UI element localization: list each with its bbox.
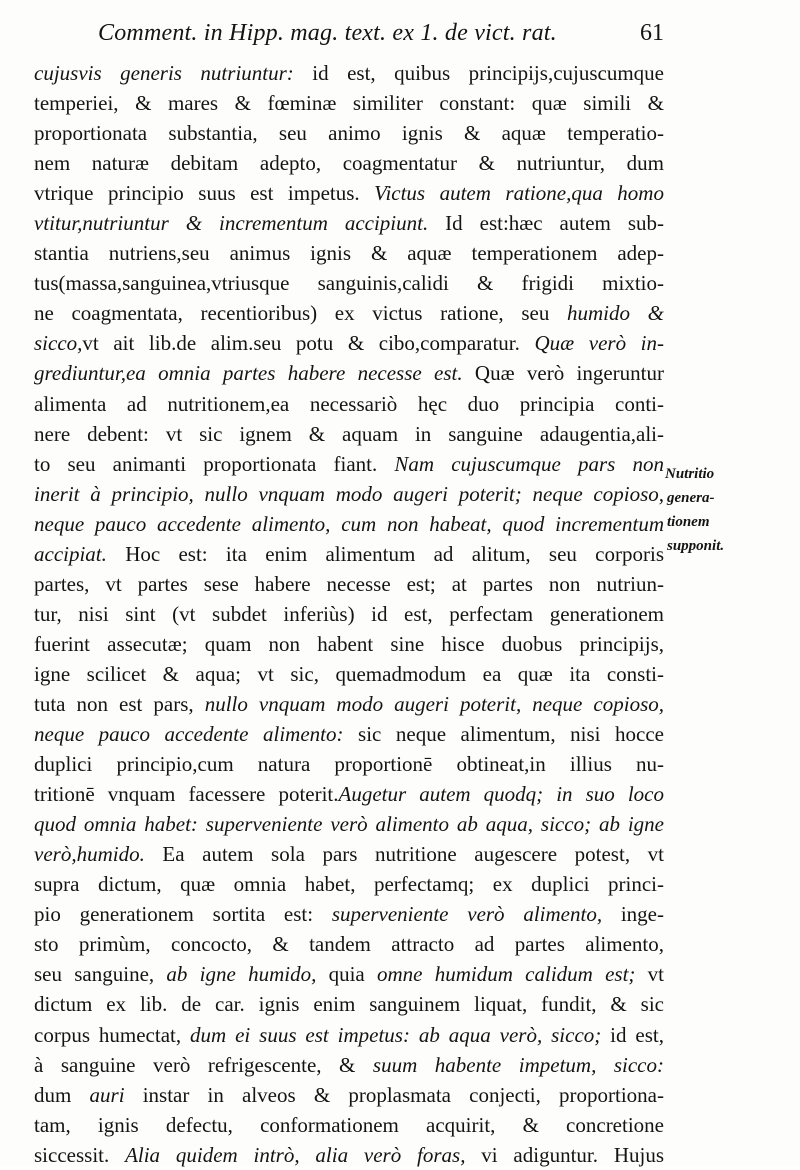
text-segment: inge- [602,902,664,927]
text-line [34,208,664,238]
text-line [34,178,664,208]
italic-segment: superveniente verò alimento, [331,902,603,927]
text-line [34,58,664,88]
italic-segment: omne humidum calidum est; [377,962,636,987]
text-line [34,1080,664,1110]
text-segment: quia [316,962,377,987]
text-line [34,238,664,268]
text-segment: alimenta ad nutritionem,ea necessariò hęc duo principia conti- [34,391,664,416]
page-number: 61 [640,20,664,46]
text-segment: duplici principio,cum natura proportionē obtineat,in illius nu- [34,752,664,777]
text-line [34,659,664,689]
text-line [34,1110,664,1140]
text-segment: corpus humectat, [34,1022,191,1047]
text-line [34,989,664,1019]
italic-segment: Quæ verò in- [534,331,664,356]
italic-segment: inerit à principio, nullo vnquam modo augeri poterit; neque copioso, [34,481,664,506]
text-line [34,629,664,659]
text-line [34,358,664,388]
italic-segment: Alia quidem intrò, alia verò foras, [125,1142,466,1167]
text-segment: temperiei, & mares & fœminæ similiter constant: quæ simili & [34,91,664,116]
text-line [34,268,664,298]
text-segment: dum [34,1082,90,1107]
text-line [34,599,664,629]
text-segment: Id est:hæc autem sub- [428,211,664,236]
text-segment: sto primùm, concocto, & tandem attracto ad partes alimento, [34,932,664,957]
text-line [34,298,664,328]
italic-segment: accipiat. [34,541,107,566]
text-line [34,539,664,569]
running-title: Comment. in Hipp. mag. text. ex 1. de vict. rat. [98,20,557,46]
text-segment: id est, [601,1022,664,1047]
text-segment: Quæ verò ingeruntur [462,361,664,386]
text-segment: tam, ignis defectu, conformationem acquirit, & concretione [34,1112,664,1137]
text-line [34,389,664,419]
text-line [34,809,664,839]
text-segment: supra dictum, quæ omnia habet, perfectamq; ex duplici princi- [34,872,664,897]
text-segment: nem naturæ debitam adepto, coagmentatur & nutriuntur, dum [34,151,664,176]
text-segment: vt ait lib.de alim.seu potu & cibo,comparatur. [82,331,535,356]
text-segment: sic neque alimentum, nisi hocce [343,722,664,747]
italic-segment: suum habente impetum, sicco: [372,1052,664,1077]
text-segment: stantia nutriens,seu animus ignis & aquæ temperationem adep- [34,241,664,266]
text-line [34,118,664,148]
text-line [34,88,664,118]
text-line [34,148,664,178]
text-segment: nere debent: vt sic ignem & aquam in sanguine adaugentia,ali- [34,421,664,446]
margin-note-line: genera- [667,490,715,506]
text-line [34,328,664,358]
text-segment: partes, vt partes sese habere necesse est; at partes non nutriun- [34,571,664,596]
italic-segment: humido & [567,301,664,326]
text-line [34,509,664,539]
text-segment: to seu animanti proportionata fiant. [34,451,395,476]
text-line [34,779,664,809]
margin-note-line: tionem [667,514,710,530]
text-segment: Ea autem sola pars nutritione augescere potest, vt [144,842,664,867]
page-header [98,18,664,58]
margin-note-line: Nutritio [665,466,715,482]
text-line [34,1050,664,1080]
italic-segment: vtitur,nutriuntur & incrementum accipiunt. [34,211,429,236]
italic-segment: verò,humido. [34,842,145,867]
text-line [34,899,664,929]
text-line [34,1020,664,1050]
italic-segment: dum ei suus est impetus: ab aqua verò, sicco; [190,1022,602,1047]
text-segment: proportionata substantia, seu animo ignis & aquæ temperatio- [34,121,664,146]
text-segment: igne scilicet & aqua; vt sic, quemadmodum ea quæ ita consti- [34,661,664,686]
text-segment: tus(massa,sanguinea,vtriusque sanguinis,calidi & frigidi mixtio- [34,271,664,296]
italic-segment: Nam cujuscumque pars non [394,451,664,476]
italic-segment: neque pauco accedente alimento, cum non habeat, quod incrementum [34,511,664,536]
text-line [34,869,664,899]
italic-segment: neque pauco accedente alimento: [34,722,344,747]
text-line [34,569,664,599]
text-segment: pio generationem sortita est: [34,902,332,927]
text-segment: seu sanguine, [34,962,167,987]
text-segment: fuerint assecutæ; quam non habent sine hisce duobus principijs, [34,631,664,656]
text-line [34,929,664,959]
text-line [34,419,664,449]
text-line [34,959,664,989]
italic-segment: grediuntur,ea omnia partes habere necesse est. [34,361,463,386]
italic-segment: nullo vnquam modo augeri poterit, neque copioso, [204,691,664,716]
text-segment: à sanguine verò refrigescente, & [34,1052,373,1077]
margin-note-line: supponit. [667,538,725,554]
italic-segment: quod omnia habet: superveniente verò alimento ab aqua, sicco; ab igne [34,812,664,837]
text-line [34,479,664,509]
text-line [34,1140,664,1170]
text-line [34,749,664,779]
text-segment: instar in alveos & proplasmata conjecti, proportiona- [124,1082,664,1107]
italic-segment: Victus autem ratione,qua homo [374,181,664,206]
text-segment: id est, quibus principijs,cujuscumque [293,61,664,85]
italic-segment: auri [89,1082,125,1107]
text-segment: vt [635,962,664,987]
text-line [34,689,664,719]
text-segment: tur, nisi sint (vt subdet inferiùs) id est, perfectam generationem [34,601,664,626]
text-segment: vtrique principio suus est impetus. [34,181,375,206]
text-line [34,719,664,749]
text-line [34,449,664,479]
text-segment: Hoc est: ita enim alimentum ad alitum, seu corporis [106,541,664,566]
text-segment: ne coagmentata, recentioribus) ex victus ratione, seu [34,301,567,326]
margin-note [665,462,745,558]
text-line [34,839,664,869]
text-segment: tuta non est pars, [34,691,205,716]
italic-segment: ab igne humido, [166,962,317,987]
text-segment: siccessit. [34,1142,126,1167]
main-text-block [34,58,664,1170]
italic-segment: Augetur autem quodq; in suo loco [338,782,664,807]
text-segment: dictum ex lib. de car. ignis enim sanguinem liquat, fundit, & sic [34,992,664,1017]
text-segment: vi adiguntur. Hujus [465,1142,664,1167]
italic-segment: cujusvis generis nutriuntur: [34,61,294,85]
text-segment: tritionē vnquam facessere poterit. [34,782,339,807]
italic-segment: sicco, [34,331,83,356]
